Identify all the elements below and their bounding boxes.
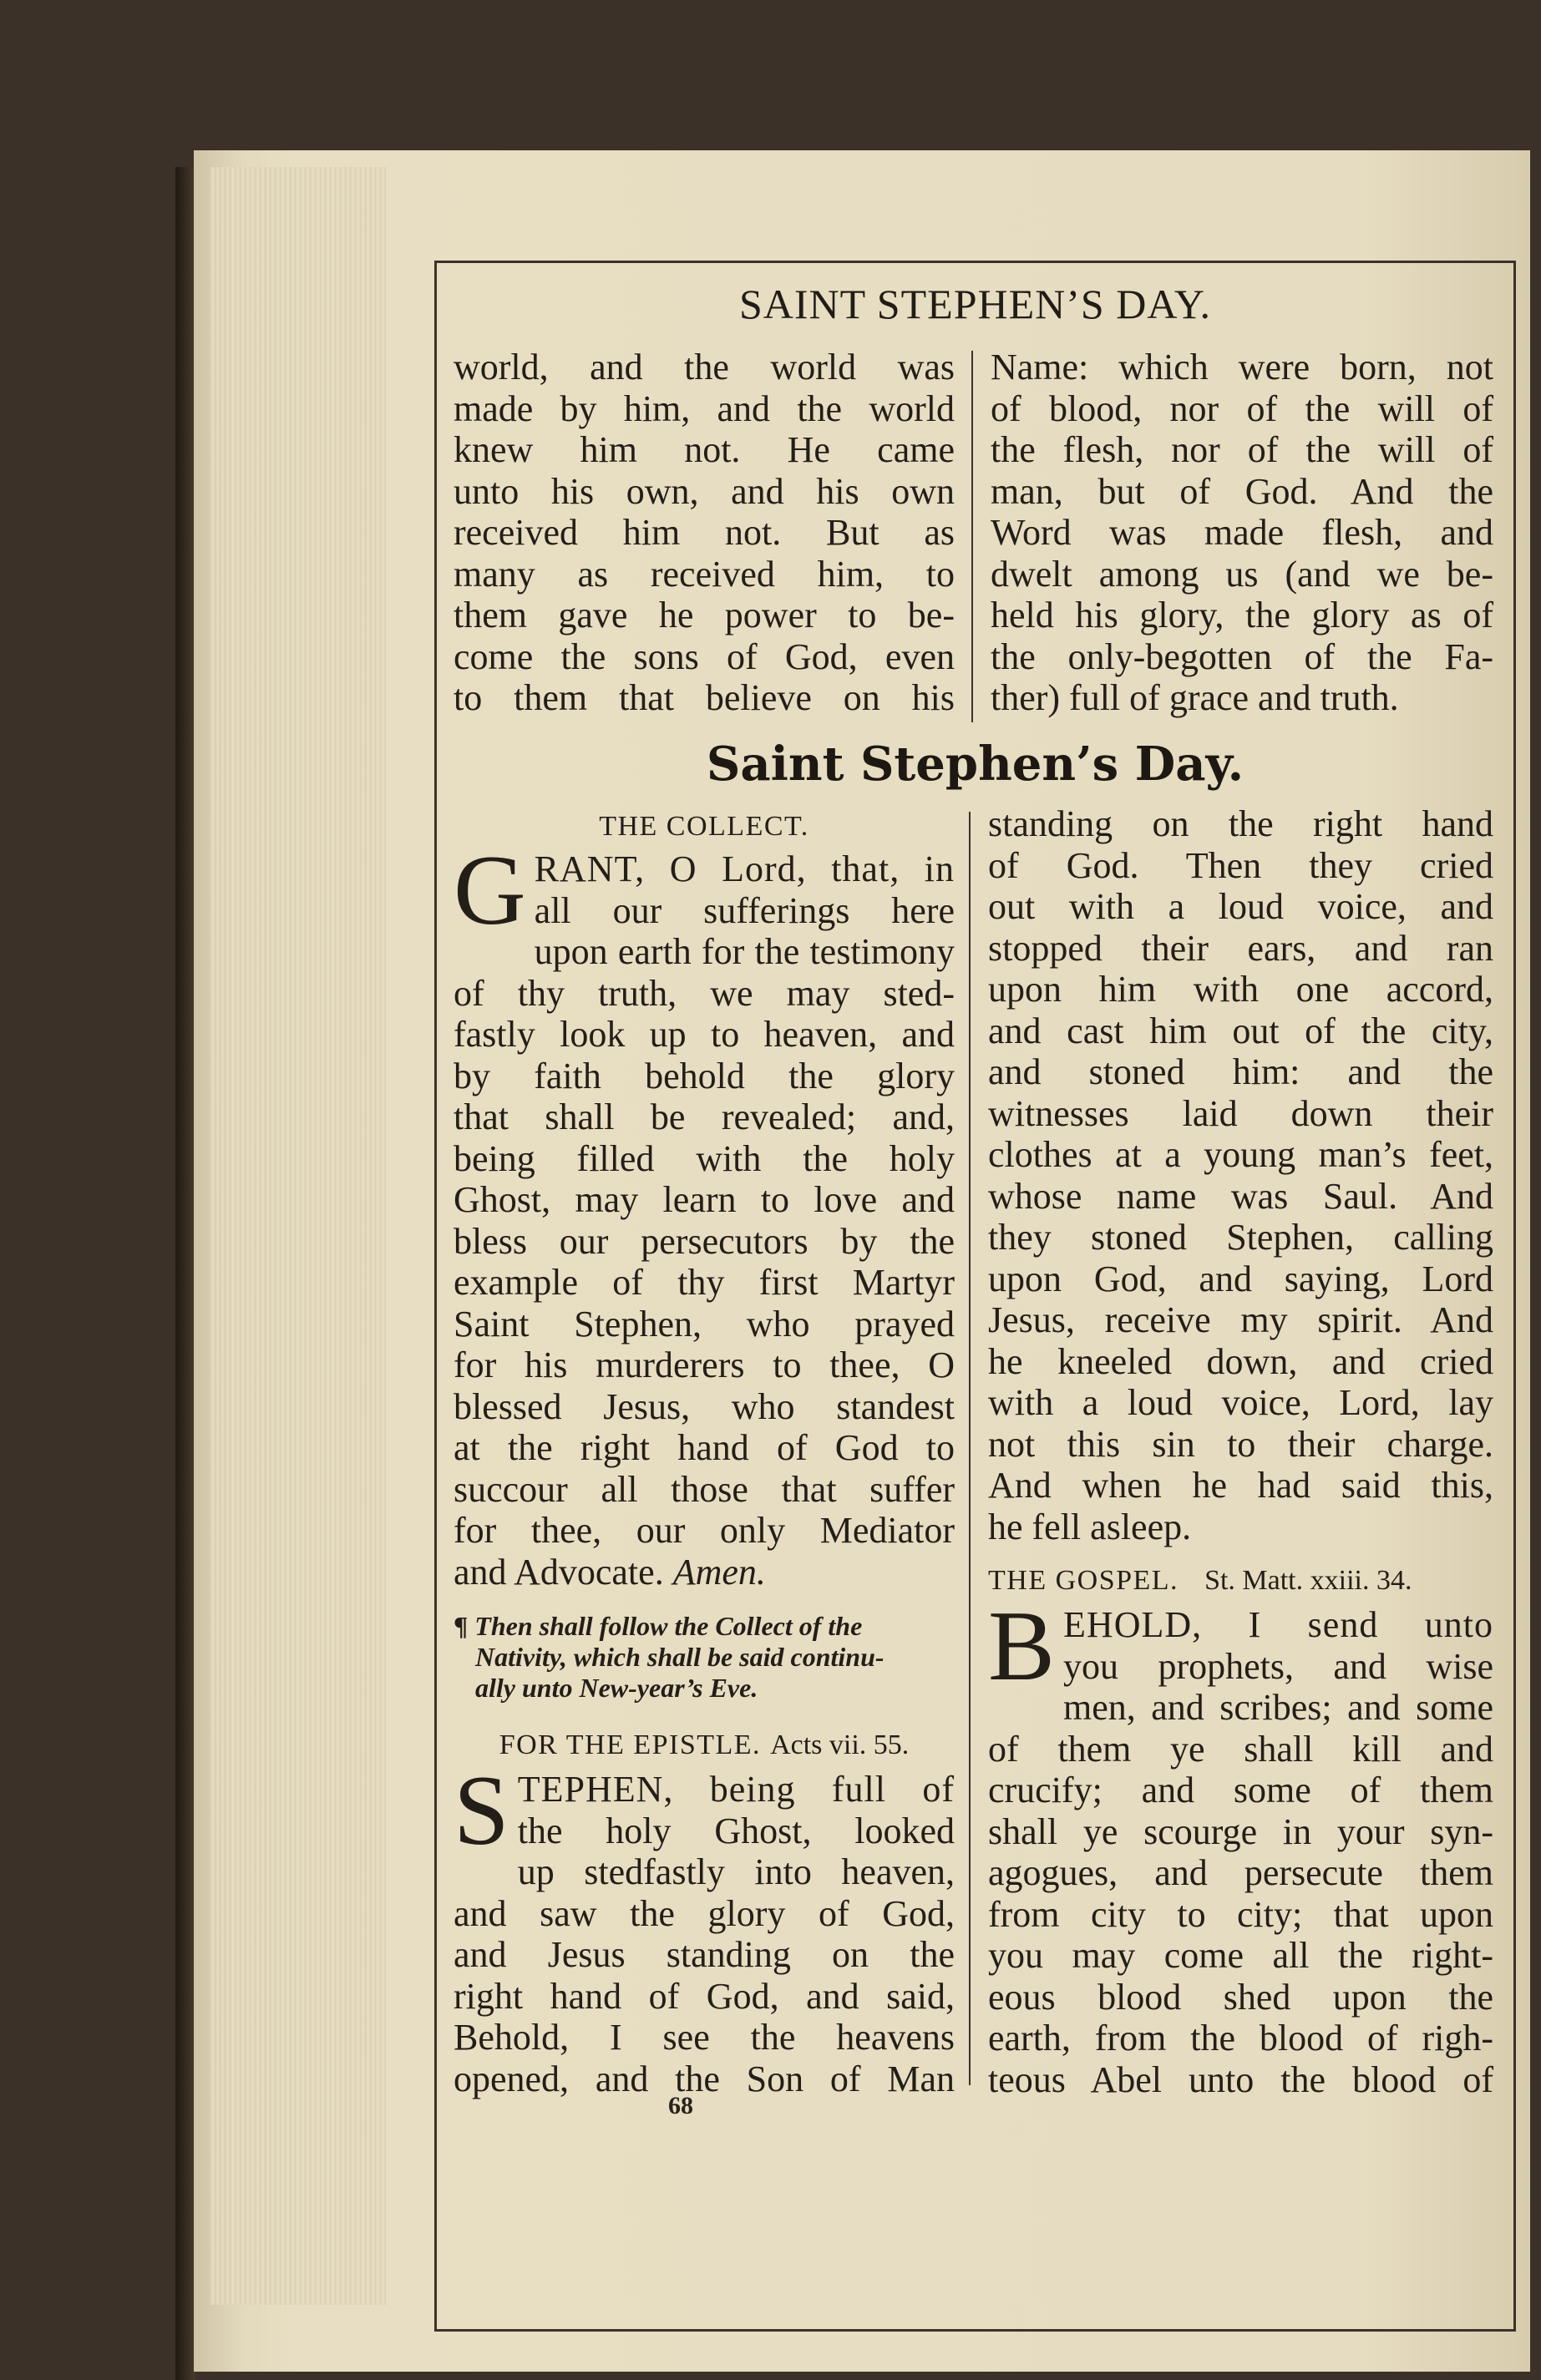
text-line: And when he had said this,	[988, 1465, 1493, 1506]
rubric-line: ally unto New-year’s Eve.	[475, 1673, 758, 1703]
text-line: held his glory, the glory as of	[991, 595, 1493, 636]
text-line: witnesses laid down their	[988, 1092, 1493, 1134]
text-line: of thy truth, we may sted-	[454, 972, 955, 1014]
text-line: of blood, nor of the will of	[991, 387, 1493, 429]
text-line: dwelt among us (and we be-	[991, 553, 1493, 595]
text-line: knew him not. He came	[454, 429, 955, 470]
text-line: opened, and the Son of Man	[454, 2058, 955, 2099]
feast-title: Saint Stephen’s Day.	[706, 737, 1244, 792]
text-line: blessed Jesus, who standest	[454, 1385, 955, 1427]
text-line: to them that believe on his	[454, 677, 955, 718]
text-line: unto his own, and his own	[454, 470, 955, 512]
text-line: they stoned Stephen, calling	[988, 1217, 1493, 1258]
page-number: 68	[668, 2092, 693, 2119]
epistle-reference: Acts vii. 55.	[770, 1729, 910, 1760]
text-line: received him not. But as	[454, 512, 955, 553]
column-divider	[969, 812, 971, 2085]
text-line: of God. Then they cried	[988, 844, 1493, 886]
collect-last-line	[454, 1552, 955, 1593]
text-line: upon God, and saying, Lord	[988, 1258, 1493, 1299]
gospel-reference: St. Matt. xxiii. 34.	[1204, 1565, 1412, 1596]
text-line: Word was made flesh, and	[991, 512, 1493, 553]
text-line: EHOLD, I send unto	[1063, 1604, 1493, 1645]
text-line: and Advocate.	[454, 1551, 664, 1593]
text-line: crucify; and some of them	[988, 1770, 1493, 1810]
text-line: Jesus, receive my spirit. And	[988, 1299, 1493, 1340]
text-line: and Jesus standing on the	[454, 1934, 955, 1975]
text-line: men, and scribes; and some	[1063, 1687, 1493, 1728]
top-left-column	[454, 347, 955, 719]
text-line: for his murderers to thee, O	[454, 1344, 955, 1385]
text-line: many as received him, to	[454, 553, 955, 595]
text-line: at the right hand of God to	[454, 1427, 955, 1468]
running-head: SAINT STEPHEN’S DAY.	[738, 281, 1212, 327]
rubric-line: Nativity, which shall be said continu-	[475, 1642, 885, 1672]
text-line: you prophets, and wise	[1063, 1645, 1493, 1687]
text-line: bless our persecutors by the	[454, 1220, 955, 1262]
text-line: example of thy first Martyr	[454, 1262, 955, 1303]
text-line: the flesh, nor of the will of	[991, 429, 1493, 470]
text-line: RANT, O Lord, that, in	[534, 848, 955, 889]
book-spine-edge	[175, 167, 195, 2380]
text-line: agogues, and persecute them	[988, 1852, 1493, 1893]
text-line: he kneeled down, and cried	[988, 1340, 1493, 1382]
text-line: man, but of God. And the	[991, 470, 1493, 512]
text-line: you may come all the right-	[988, 1935, 1493, 1976]
text-line: for thee, our only Mediator	[454, 1510, 955, 1551]
epistle-heading: FOR THE EPISTLE. Acts vii. 55.	[499, 1729, 910, 1760]
text-line: not this sin to their charge.	[988, 1423, 1493, 1465]
text-line: teous Abel unto the blood of	[988, 2058, 1493, 2100]
text-line: Behold, I see the heavens	[454, 2017, 955, 2058]
text-line: stopped their ears, and ran	[988, 927, 1493, 969]
text-line: shall ye scourge in your syn-	[988, 1810, 1493, 1852]
text-line: Name: which were born, not	[991, 347, 1493, 387]
text-line: whose name was Saul. And	[988, 1175, 1493, 1217]
right-column	[988, 803, 1493, 2100]
text-line: clothes at a young man’s feet,	[988, 1134, 1493, 1175]
text-line: eous blood shed upon the	[988, 1976, 1493, 2018]
gospel-heading: THE GOSPEL. St. Matt. xxiii. 34.	[988, 1565, 1412, 1596]
text-line: being filled with the holy	[454, 1137, 955, 1179]
text-line: succour all those that suffer	[454, 1468, 955, 1510]
text-line: of them ye shall kill and	[988, 1728, 1493, 1770]
rubric	[454, 1611, 955, 1704]
left-column	[454, 808, 955, 2099]
text-line: ther) full of grace and truth.	[991, 677, 1399, 718]
text-line: that shall be revealed; and,	[454, 1096, 955, 1137]
rubric-line: Then shall follow the Collect of the	[474, 1611, 863, 1641]
text-line: the only-begotten of the Fa-	[991, 636, 1493, 677]
gospel-opening	[988, 1590, 1493, 1701]
text-line: and stoned him: and the	[988, 1051, 1493, 1092]
top-right-column	[991, 347, 1493, 719]
text-line: come the sons of God, even	[454, 636, 955, 677]
column-divider	[971, 351, 973, 722]
text-line: out with a loud voice, and	[988, 886, 1493, 927]
page-edges	[210, 167, 386, 2305]
text-line: Ghost, may learn to love and	[454, 1179, 955, 1220]
gospel-dropcap: B	[988, 1590, 1056, 1701]
text-line: standing on the right hand	[988, 803, 1493, 844]
text-line: all our sufferings here	[534, 889, 955, 931]
text-line: he fell asleep.	[988, 1506, 1192, 1547]
text-line: them gave he power to be-	[454, 595, 955, 636]
collect-heading: THE COLLECT.	[599, 811, 809, 842]
text-line: fastly look up to heaven, and	[454, 1014, 955, 1055]
text-line: world, and the world was	[454, 347, 955, 387]
text-line: and saw the glory of God,	[454, 1892, 955, 1934]
pilcrow-icon: ¶	[454, 1611, 469, 1641]
text-line: and cast him out of the city,	[988, 1010, 1493, 1051]
text-line: made by him, and the world	[454, 387, 955, 429]
text-line: earth, from the blood of righ-	[988, 2018, 1493, 2058]
text-line: from city to city; that upon	[988, 1893, 1493, 1935]
text-line: Saint Stephen, who prayed	[454, 1303, 955, 1344]
text-line: upon earth for the testimony	[534, 931, 955, 972]
text-line: TEPHEN, being full of	[517, 1769, 955, 1810]
text-line: right hand of God, and said,	[454, 1975, 955, 2017]
collect-dropcap: G	[454, 834, 526, 945]
text-line: the holy Ghost, looked	[517, 1810, 955, 1851]
text-line: up stedfastly into heaven,	[517, 1851, 955, 1892]
collect-opening	[454, 834, 955, 945]
epistle-opening	[454, 1755, 955, 1866]
text-line: by faith behold the glory	[454, 1055, 955, 1096]
amen: Amen.	[672, 1551, 766, 1593]
text-line: with a loud voice, Lord, lay	[988, 1382, 1493, 1423]
text-line: upon him with one accord,	[988, 969, 1493, 1010]
epistle-dropcap: S	[454, 1755, 509, 1866]
